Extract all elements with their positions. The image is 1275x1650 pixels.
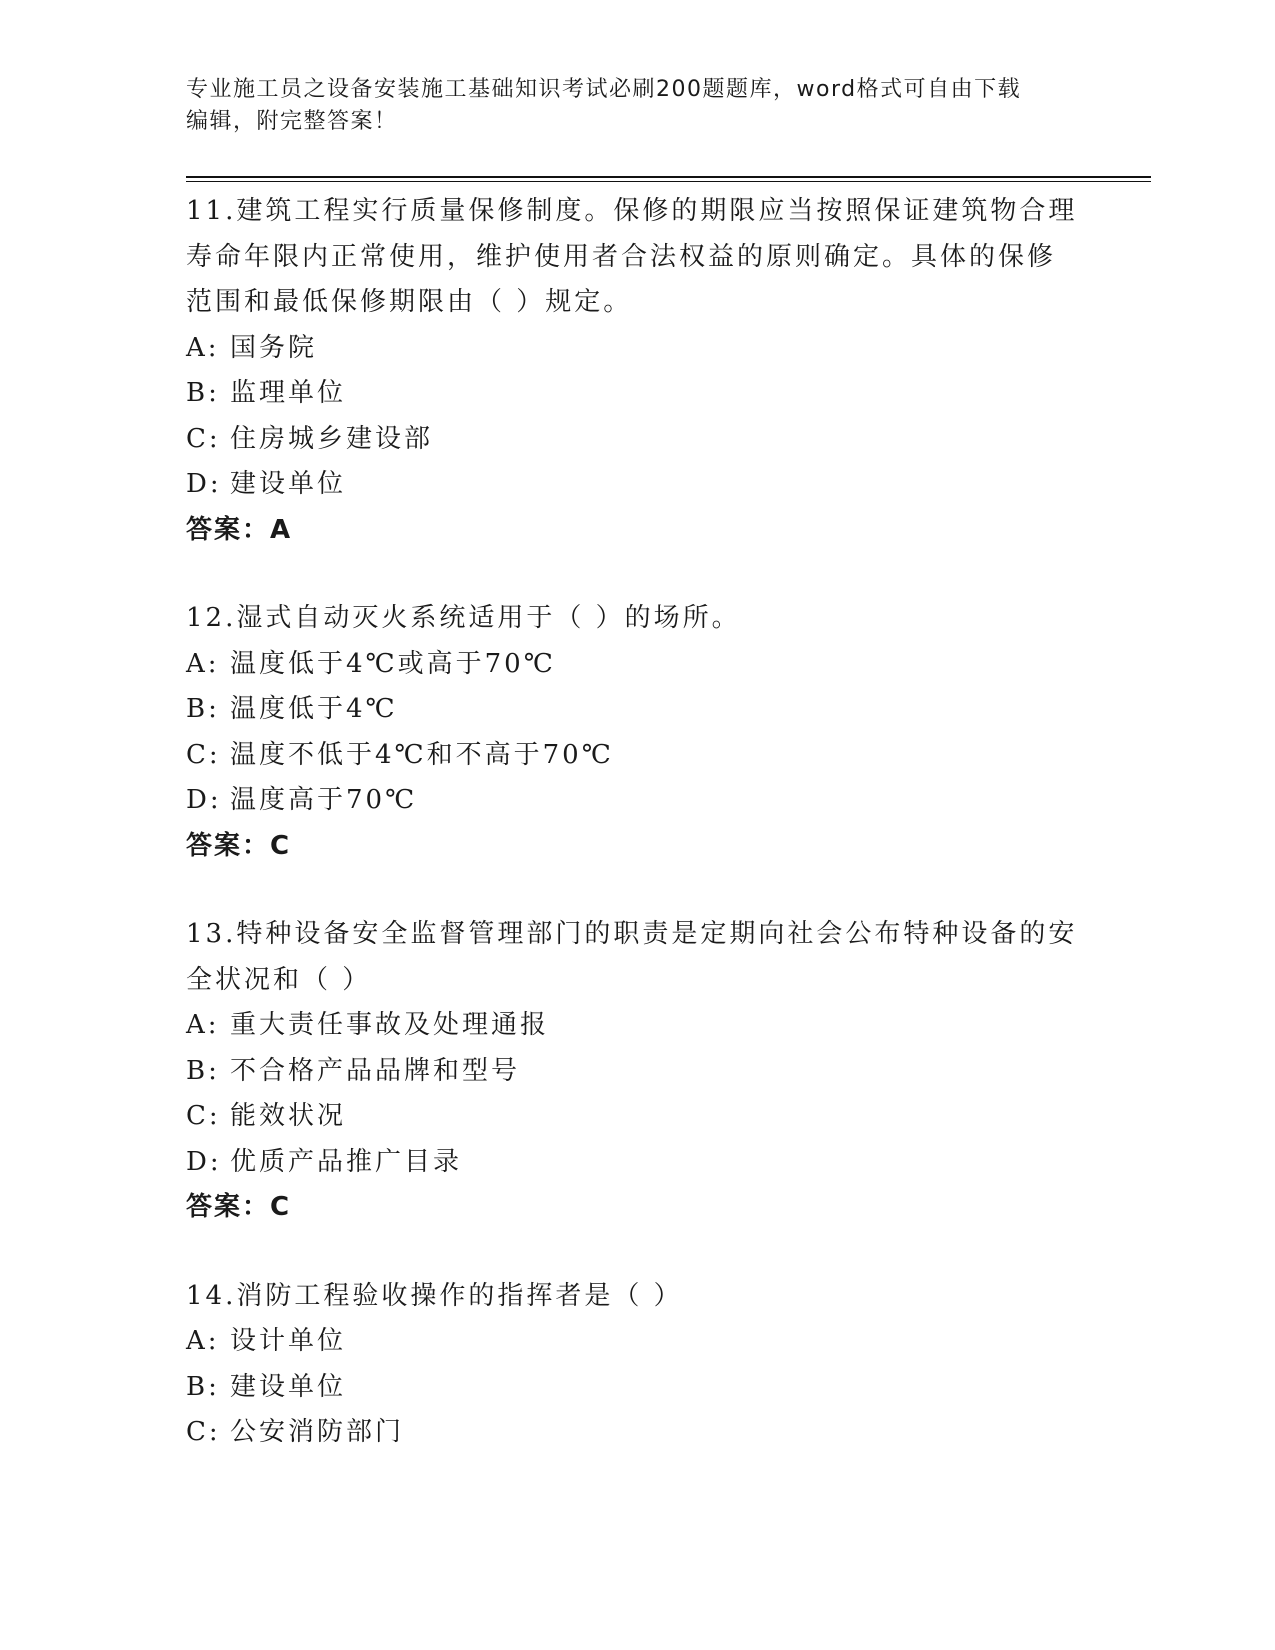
option-text: 重大责任事故及处理通报 (230, 1010, 550, 1040)
option-text: 不合格产品品牌和型号 (230, 1055, 521, 1086)
option-label: B: (186, 1055, 220, 1086)
question-11 (186, 189, 1086, 553)
option-c (186, 1410, 1086, 1456)
header-rule-thick (186, 176, 1151, 178)
stem-line: 11.建筑工程实行质量保修制度。保修的期限应当按照保证建筑物合理 (186, 196, 1078, 226)
option-text: 温度低于4℃或高于70℃ (230, 648, 556, 679)
option-label: D: (186, 785, 222, 815)
answer: 答案：C (186, 1192, 292, 1222)
option-text: 国务院 (230, 332, 318, 363)
option-d (186, 1140, 1086, 1186)
option-a (186, 1319, 1086, 1365)
header-line-2: 编辑，附完整答案！ (186, 109, 398, 134)
option-text: 温度高于70℃ (230, 785, 418, 815)
option-text: 住房城乡建设部 (230, 423, 434, 454)
option-a (186, 1003, 1086, 1049)
question-stem (186, 1274, 1086, 1320)
stem-line: 范围和最低保修期限由（ ）规定。 (186, 287, 633, 317)
document-header (186, 74, 1066, 138)
option-c (186, 733, 1086, 779)
stem-line: 全状况和（ ） (186, 964, 372, 995)
option-label: A: (186, 1326, 220, 1356)
option-label: A: (186, 1010, 220, 1040)
option-c (186, 417, 1086, 463)
question-list (186, 189, 1086, 1456)
spacer (186, 869, 1086, 912)
stem-line: 14.消防工程验收操作的指挥者是（ ） (186, 1280, 683, 1311)
stem-line: 12.湿式自动灭火系统适用于（ ）的场所。 (186, 603, 741, 633)
question-stem (186, 912, 1086, 1003)
option-a (186, 642, 1086, 688)
option-text: 温度低于4℃ (230, 694, 398, 724)
option-c (186, 1094, 1086, 1140)
option-text: 监理单位 (230, 378, 347, 408)
spacer (186, 553, 1086, 596)
spacer (186, 1231, 1086, 1274)
option-b (186, 371, 1086, 417)
stem-line: 寿命年限内正常使用，维护使用者合法权益的原则确定。具体的保修 (186, 241, 1057, 272)
option-b (186, 687, 1086, 733)
option-label: C: (186, 1101, 221, 1131)
option-label: C: (186, 1417, 221, 1447)
option-text: 设计单位 (230, 1326, 347, 1356)
option-b (186, 1049, 1086, 1095)
option-label: A: (186, 648, 220, 679)
question-12 (186, 596, 1086, 869)
answer: 答案：A (186, 514, 293, 545)
stem-line: 13.特种设备安全监督管理部门的职责是定期向社会公布特种设备的安 (186, 919, 1078, 949)
header-rule-thin (186, 181, 1151, 182)
option-text: 建设单位 (230, 1371, 347, 1402)
option-b (186, 1365, 1086, 1411)
answer: 答案：C (186, 830, 292, 861)
question-14 (186, 1274, 1086, 1456)
option-text: 温度不低于4℃和不高于70℃ (230, 739, 614, 770)
option-label: A: (186, 332, 220, 363)
question-stem (186, 189, 1086, 326)
option-label: C: (186, 423, 221, 454)
option-label: B: (186, 1371, 220, 1402)
option-label: D: (186, 469, 222, 499)
option-text: 建设单位 (230, 469, 347, 499)
option-d (186, 462, 1086, 508)
question-stem (186, 596, 1086, 642)
header-line-1: 专业施工员之设备安装施工基础知识考试必刷200题题库，word格式可自由下载 (186, 77, 1022, 102)
option-label: B: (186, 378, 220, 408)
option-text: 优质产品推广目录 (230, 1146, 463, 1177)
option-text: 公安消防部门 (230, 1417, 405, 1447)
option-label: B: (186, 694, 220, 724)
option-text: 能效状况 (230, 1101, 347, 1131)
option-d (186, 778, 1086, 824)
option-a (186, 326, 1086, 372)
option-label: D: (186, 1146, 222, 1177)
question-13 (186, 912, 1086, 1231)
option-label: C: (186, 739, 221, 770)
